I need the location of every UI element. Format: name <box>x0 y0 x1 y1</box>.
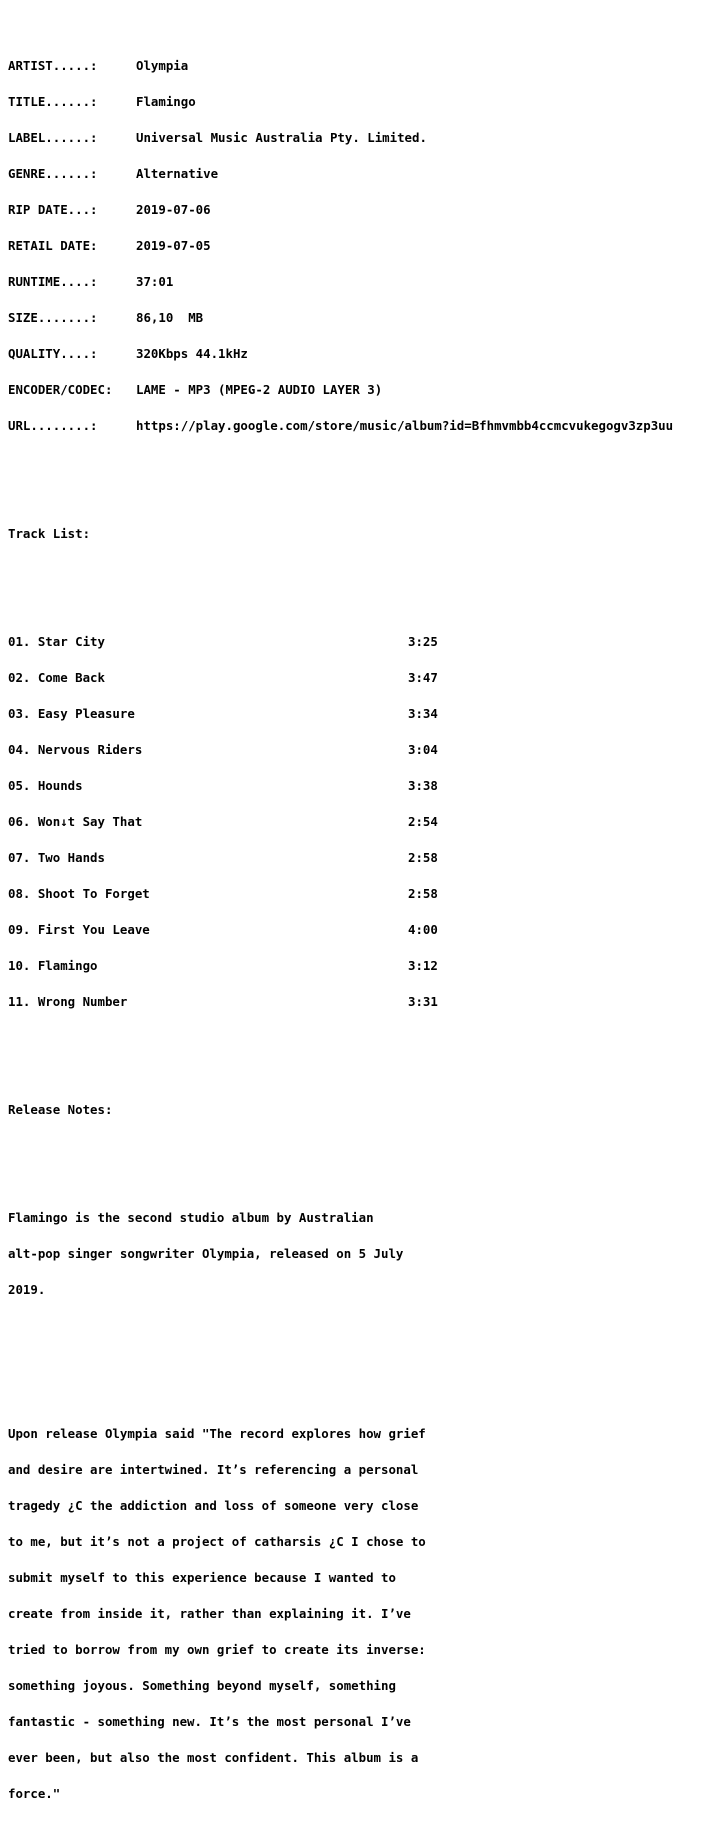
track-duration: 2:58 <box>408 886 438 901</box>
track-title: 02. Come Back <box>8 670 105 685</box>
track-duration: 3:31 <box>408 994 438 1009</box>
metadata-row-title <box>8 96 720 108</box>
metadata-key: ARTIST.....: <box>8 58 98 73</box>
metadata-value: 86,10 MB <box>136 310 204 325</box>
notes-line: tragedy ¿C the addiction and loss of someone very close <box>8 1498 419 1513</box>
metadata-value: Universal Music Australia Pty. Limited. <box>136 130 427 145</box>
metadata-key: RETAIL DATE: <box>8 238 98 253</box>
notes-line: force." <box>8 1786 61 1801</box>
track-row <box>8 852 720 864</box>
spacer <box>8 1356 720 1368</box>
track-title: 09. First You Leave <box>8 922 150 937</box>
track-duration: 2:54 <box>408 814 438 829</box>
track-duration: 3:12 <box>408 958 438 973</box>
metadata-key: LABEL......: <box>8 130 98 145</box>
notes-line: Flamingo is the second studio album by Australian <box>8 1210 374 1225</box>
metadata-row-encoder <box>8 384 720 396</box>
metadata-value: 37:01 <box>136 274 174 289</box>
track-title: 08. Shoot To Forget <box>8 886 150 901</box>
metadata-key: QUALITY....: <box>8 346 98 361</box>
metadata-value: Flamingo <box>136 94 196 109</box>
track-duration: 4:00 <box>408 922 438 937</box>
spacer <box>8 1068 720 1080</box>
notes-line: 2019. <box>8 1282 46 1297</box>
metadata-row-quality <box>8 348 720 360</box>
metadata-row-rip-date <box>8 204 720 216</box>
metadata-row-retail-date <box>8 240 720 252</box>
notes-line: fantastic - something new. It’s the most personal I’ve <box>8 1714 411 1729</box>
notes-line: tried to borrow from my own grief to create its inverse: <box>8 1642 426 1657</box>
track-row <box>8 888 720 900</box>
metadata-key: RIP DATE...: <box>8 202 98 217</box>
metadata-value-url: https://play.google.com/store/music/album?id=Bfhmvmbb4ccmcvukegogv3zp3uu <box>136 418 674 433</box>
metadata-value: 320Kbps 44.1kHz <box>136 346 248 361</box>
notes-line: create from inside it, rather than explaining it. I’ve <box>8 1606 411 1621</box>
metadata-value: LAME - MP3 (MPEG-2 AUDIO LAYER 3) <box>136 382 383 397</box>
metadata-row-genre <box>8 168 720 180</box>
track-title: 11. Wrong Number <box>8 994 128 1009</box>
metadata-row-url <box>8 420 720 432</box>
release-notes-paragraph <box>8 1188 720 1320</box>
metadata-row-artist <box>8 60 720 72</box>
notes-line: to me, but it’s not a project of catharsis ¿C I chose to <box>8 1534 426 1549</box>
metadata-key: URL........: <box>8 418 98 433</box>
metadata-row-runtime <box>8 276 720 288</box>
release-notes-quote <box>8 1404 720 1824</box>
metadata-value: 2019-07-05 <box>136 238 211 253</box>
track-row <box>8 924 720 936</box>
track-row <box>8 744 720 756</box>
track-title: 05. Hounds <box>8 778 83 793</box>
track-title: 06. Won↓t Say That <box>8 814 143 829</box>
track-title: 07. Two Hands <box>8 850 105 865</box>
notes-line: Upon release Olympia said "The record explores how grief <box>8 1426 426 1441</box>
track-duration: 3:04 <box>408 742 438 757</box>
track-row <box>8 780 720 792</box>
notes-line: submit myself to this experience because I wanted to <box>8 1570 396 1585</box>
track-duration: 3:34 <box>408 706 438 721</box>
track-title: 10. Flamingo <box>8 958 98 973</box>
track-row <box>8 960 720 972</box>
metadata-key: GENRE......: <box>8 166 98 181</box>
track-title: 03. Easy Pleasure <box>8 706 135 721</box>
metadata-key: SIZE.......: <box>8 310 98 325</box>
metadata-value: Olympia <box>136 58 189 73</box>
metadata-row-label <box>8 132 720 144</box>
nfo-document <box>8 12 720 1836</box>
track-title: 01. Star City <box>8 634 105 649</box>
track-row <box>8 636 720 648</box>
spacer <box>8 492 720 504</box>
track-duration: 3:47 <box>408 670 438 685</box>
metadata-key: ENCODER/CODEC: <box>8 382 113 397</box>
notes-line: something joyous. Something beyond myself, something <box>8 1678 396 1693</box>
track-duration: 3:38 <box>408 778 438 793</box>
notes-line: ever been, but also the most confident. This album is a <box>8 1750 419 1765</box>
release-notes-heading: Release Notes: <box>8 1102 113 1117</box>
metadata-value: 2019-07-06 <box>136 202 211 217</box>
track-row <box>8 708 720 720</box>
track-row <box>8 816 720 828</box>
spacer <box>8 1140 720 1152</box>
track-list <box>8 612 720 1032</box>
metadata-key: TITLE......: <box>8 94 98 109</box>
track-duration: 2:58 <box>408 850 438 865</box>
track-row <box>8 672 720 684</box>
metadata-value: Alternative <box>136 166 219 181</box>
metadata-key: RUNTIME....: <box>8 274 98 289</box>
metadata-row-size <box>8 312 720 324</box>
tracklist-heading: Track List: <box>8 526 91 541</box>
track-title: 04. Nervous Riders <box>8 742 143 757</box>
notes-line: alt-pop singer songwriter Olympia, released on 5 July <box>8 1246 404 1261</box>
track-duration: 3:25 <box>408 634 438 649</box>
notes-line: and desire are intertwined. It’s referencing a personal <box>8 1462 419 1477</box>
spacer <box>8 564 720 576</box>
metadata-block <box>8 36 720 456</box>
track-row <box>8 996 720 1008</box>
